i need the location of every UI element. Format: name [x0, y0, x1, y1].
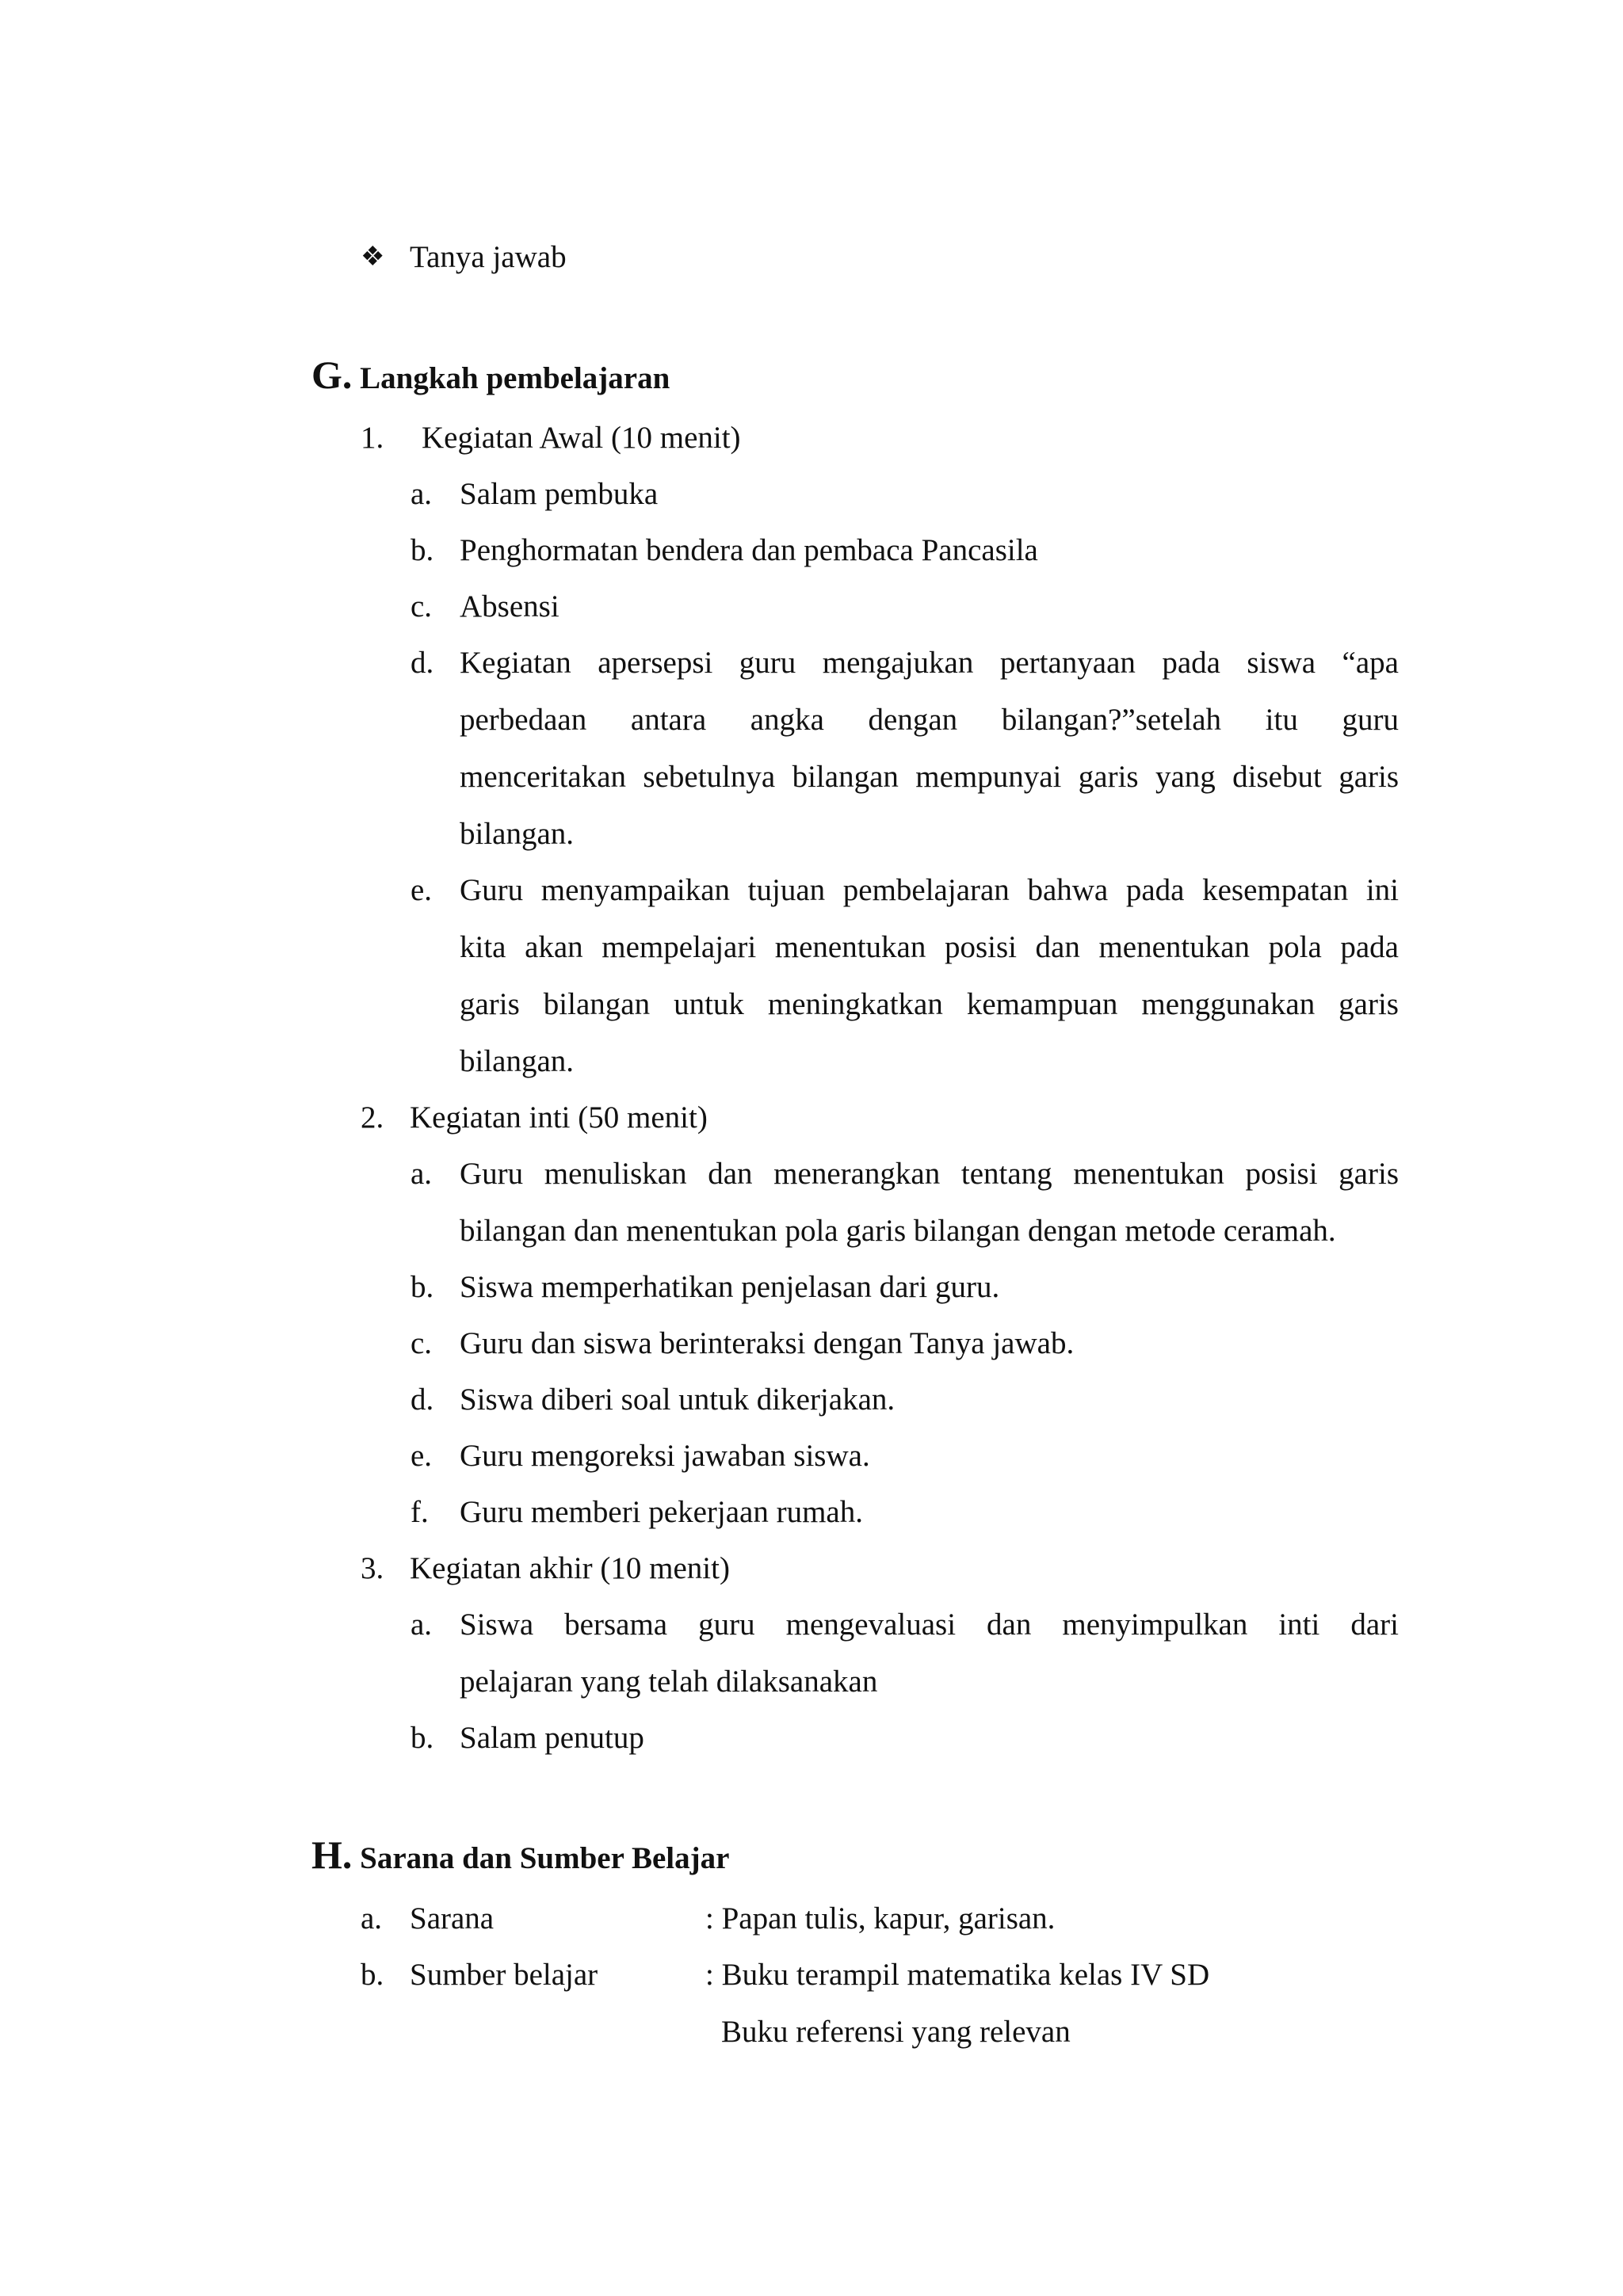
step-2-c-marker: c. — [411, 1326, 433, 1360]
step-2-b-text: Siswa memperhatikan penjelasan dari guru. — [460, 1270, 1000, 1304]
step-1-a-text: Salam pembuka — [460, 477, 659, 511]
step-1-e-marker: e. — [411, 873, 433, 907]
step-1-e-line-2: kita akan mempelajari menentukan posisi dan menentukan pola pada — [460, 930, 1399, 964]
bullet-text: Tanya jawab — [410, 240, 567, 274]
step-1-b-marker: b. — [411, 533, 434, 567]
step-1-d-line-2: perbedaan antara angka dengan bilangan?”setelah itu guru — [460, 703, 1399, 737]
step-2-b-marker: b. — [411, 1270, 434, 1304]
step-1-d-line-1: Kegiatan apersepsi guru mengajukan pertanyaan pada siswa “apa — [460, 646, 1399, 680]
sarana-marker: a. — [361, 1901, 383, 1936]
step-1-title: Kegiatan Awal (10 menit) — [422, 421, 741, 455]
section-g-letter: G. — [311, 353, 353, 397]
step-1-d-line-3: menceritakan sebetulnya bilangan mempunyai garis yang disebut garis — [460, 760, 1399, 794]
section-h-heading — [311, 1835, 729, 1878]
section-g-title: Langkah pembelajaran — [360, 361, 670, 395]
step-2-f-marker: f. — [411, 1495, 429, 1529]
step-1-b-text: Penghormatan bendera dan pembaca Pancasila — [460, 533, 1038, 567]
sumber-label: Sumber belajar — [410, 1958, 598, 1992]
step-2-d-marker: d. — [411, 1383, 434, 1417]
step-2-title: Kegiatan inti (50 menit) — [410, 1100, 708, 1135]
step-1-d-line-4: bilangan. — [460, 817, 575, 851]
step-1-a-marker: a. — [411, 477, 433, 511]
step-1-number: 1. — [361, 421, 384, 455]
step-3-a-marker: a. — [411, 1608, 433, 1642]
sarana-value: : Papan tulis, kapur, garisan. — [705, 1901, 1056, 1936]
sumber-value-cont: Buku referensi yang relevan — [721, 2015, 1071, 2049]
step-2-e-text: Guru mengoreksi jawaban siswa. — [460, 1439, 870, 1473]
step-2-a-line-2: bilangan dan menentukan pola garis bilangan dengan metode ceramah. — [460, 1214, 1336, 1248]
diamond-bullet-icon: ❖ — [361, 242, 385, 272]
step-1-e-line-4: bilangan. — [460, 1044, 575, 1078]
step-2-number: 2. — [361, 1100, 384, 1135]
step-3-a-line-1: Siswa bersama guru mengevaluasi dan menyimpulkan inti dari — [460, 1608, 1399, 1642]
step-2-e-marker: e. — [411, 1439, 433, 1473]
sarana-label: Sarana — [410, 1901, 495, 1936]
step-3-b-marker: b. — [411, 1721, 434, 1755]
step-1-e-line-1: Guru menyampaikan tujuan pembelajaran bahwa pada kesempatan ini — [460, 873, 1399, 907]
section-h-title: Sarana dan Sumber Belajar — [360, 1841, 730, 1875]
step-1-c-marker: c. — [411, 589, 433, 624]
step-2-f-text: Guru memberi pekerjaan rumah. — [460, 1495, 863, 1529]
step-1-e-line-3: garis bilangan untuk meningkatkan kemampuan menggunakan garis — [460, 987, 1399, 1021]
step-1-c-text: Absensi — [460, 589, 559, 624]
sumber-marker: b. — [361, 1958, 384, 1992]
sumber-value: : Buku terampil matematika kelas IV SD — [705, 1958, 1210, 1992]
section-g-heading — [311, 355, 670, 399]
step-2-a-line-1: Guru menuliskan dan menerangkan tentang menentukan posisi garis — [460, 1157, 1399, 1191]
step-2-c-text: Guru dan siswa berinteraksi dengan Tanya jawab. — [460, 1326, 1075, 1360]
step-2-d-text: Siswa diberi soal untuk dikerjakan. — [460, 1383, 896, 1417]
step-3-a-line-2: pelajaran yang telah dilaksanakan — [460, 1665, 878, 1699]
step-1-d-marker: d. — [411, 646, 434, 680]
step-2-a-marker: a. — [411, 1157, 433, 1191]
step-3-b-text: Salam penutup — [460, 1721, 644, 1755]
section-h-letter: H. — [311, 1833, 353, 1877]
step-3-title: Kegiatan akhir (10 menit) — [410, 1551, 730, 1585]
step-3-number: 3. — [361, 1551, 384, 1585]
